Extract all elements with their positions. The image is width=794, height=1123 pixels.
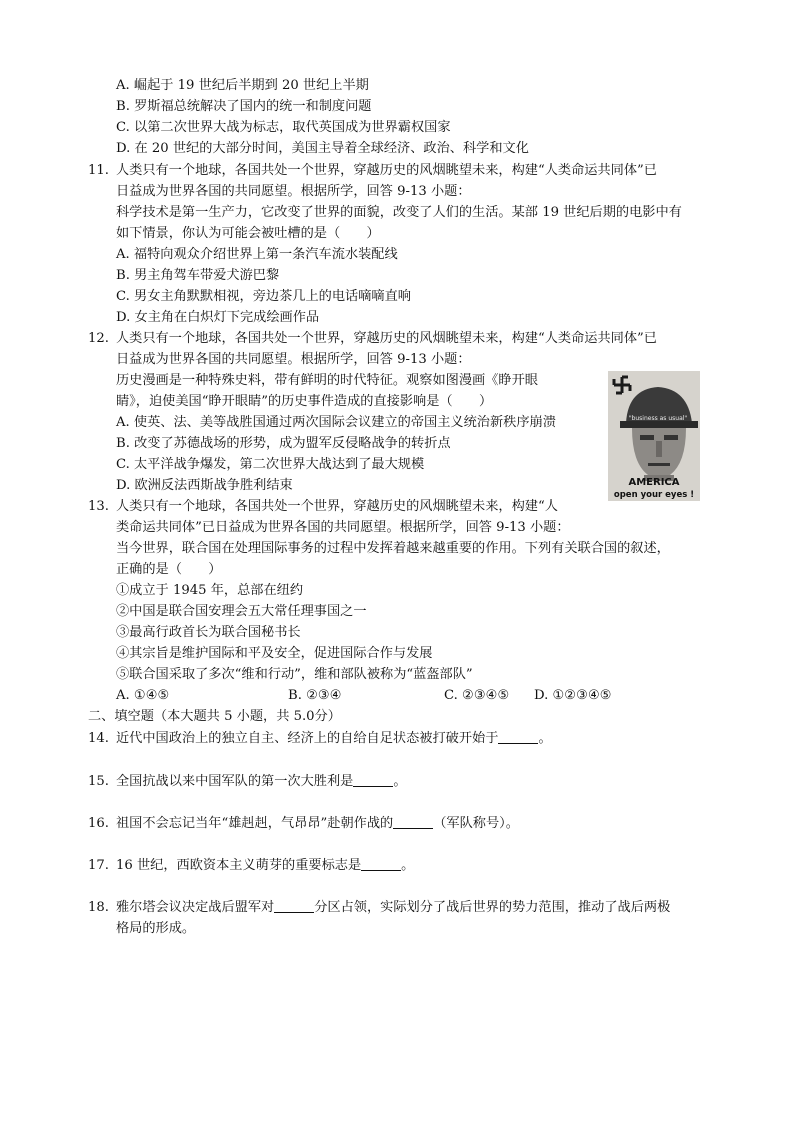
q16-number: 16.: [88, 816, 109, 831]
q12-option-b: B. 改变了苏德战场的形势，成为盟军反侵略战争的转折点: [116, 436, 451, 451]
q13-choice-d: D. ①②③④⑤: [534, 688, 612, 703]
q11-option-b: B. 男主角驾车带爱犬游巴黎: [116, 268, 280, 283]
q15-blank[interactable]: [353, 772, 393, 787]
section2-heading: 二、填空题（本大题共 5 小题，共 5.0分）: [88, 709, 341, 724]
cartoon-caption-line1: AMERICA: [628, 477, 680, 488]
q11-intro-line2: 如下情景，你认为可能会被吐槽的是（ ）: [116, 226, 380, 241]
q13-statement-3: ③最高行政首长为联合国秘书长: [116, 625, 301, 640]
q14-text: [116, 729, 552, 749]
q13-intro-line1: 当今世界，联合国在处理国际事务的过程中发挥着越来越重要的作用。下列有关联合国的叙述，: [116, 541, 670, 556]
q15-text-before: 全国抗战以来中国军队的第一次大胜利是: [116, 774, 354, 789]
q16-text-before: 祖国不会忘记当年“雄赳赳，气昂昂”赴朝作战的: [116, 816, 394, 831]
q11-intro-line1: 科学技术是第一生产力，它改变了世界的面貌，改变了人们的生活。某部 19 世纪后期的电影中有: [116, 205, 682, 220]
q17-text-before: 16 世纪，西欧资本主义萌芽的重要标志是: [116, 858, 362, 873]
q15-text-after: 。: [393, 774, 407, 789]
q10-option-d: D. 在 20 世纪的大部分时间，美国主导着全球经济、政治、科学和文化: [116, 141, 529, 156]
q17-text: [116, 856, 414, 876]
q11-option-a: A. 福特向观众介绍世界上第一条汽车流水装配线: [116, 247, 398, 262]
q17-text-after: 。: [401, 858, 415, 873]
q13-choice-a: A. ①④⑤: [116, 688, 170, 703]
cartoon-illustration: [608, 371, 700, 501]
q13-statement-2: ②中国是联合国安理会五大常任理事国之一: [116, 604, 367, 619]
q13-intro-line2: 正确的是（ ）: [116, 562, 222, 577]
q12-number: 12.: [88, 331, 109, 346]
q12-intro-line1: 历史漫画是一种特殊史料，带有鲜明的时代特征。观察如图漫画《睁开眼: [116, 373, 538, 388]
q12-stem-line2: 日益成为世界各国的共同愿望。根据所学，回答 9-13 小题：: [116, 352, 471, 367]
q14-blank[interactable]: [498, 729, 538, 744]
q16-text: [116, 814, 519, 834]
q12-option-a: A. 使英、法、美等战胜国通过两次国际会议建立的帝国主义统治新秩序崩溃: [116, 415, 556, 430]
q13-choice-c: C. ②③④⑤: [444, 688, 510, 703]
q10-option-a: A. 崛起于 19 世纪后半期到 20 世纪上半期: [116, 78, 369, 93]
q15-number: 15.: [88, 774, 109, 789]
q18-blank[interactable]: [274, 898, 314, 913]
q11-stem-line1: 人类只有一个地球，各国共处一个世界，穿越历史的风烟眺望未来，构建“人类命运共同体”已: [116, 163, 657, 178]
q12-option-c: C. 太平洋战争爆发，第二次世界大战达到了最大规模: [116, 457, 425, 472]
q14-number: 14.: [88, 731, 109, 746]
q17-blank[interactable]: [361, 856, 401, 871]
cartoon-caption-line2: open your eyes !: [613, 490, 695, 500]
q15-text: [116, 772, 407, 792]
q11-option-d: D. 女主角在白炽灯下完成绘画作品: [116, 310, 320, 325]
q14-text-after: 。: [538, 731, 552, 746]
q13-statement-1: ①成立于 1945 年，总部在纽约: [116, 583, 304, 598]
q10-option-b: B. 罗斯福总统解决了国内的统一和制度问题: [116, 99, 372, 114]
q17-number: 17.: [88, 858, 109, 873]
q13-number: 13.: [88, 499, 109, 514]
q16-blank[interactable]: [393, 814, 433, 829]
q18-number: 18.: [88, 900, 109, 915]
q12-option-d: D. 欧洲反法西斯战争胜利结束: [116, 478, 293, 493]
q13-choice-b: B. ②③④: [288, 688, 342, 703]
q13-statement-5: ⑤联合国采取了多次“维和行动”，维和部队被称为“蓝盔部队”: [116, 667, 473, 682]
q12-stem-line1: 人类只有一个地球，各国共处一个世界，穿越历史的风烟眺望未来，构建“人类命运共同体”已: [116, 331, 657, 346]
cartoon-hat-text: "business as usual": [628, 415, 688, 422]
q16-text-after: （军队称号）。: [433, 816, 519, 831]
q13-stem-line2: 类命运共同体”已日益成为世界各国的共同愿望。根据所学，回答 9-13 小题：: [116, 520, 570, 535]
q18-text-line2: 格局的形成。: [116, 921, 196, 936]
q12-intro-line2: 睛》，迫使美国“睁开眼睛”的历史事件造成的直接影响是（ ）: [116, 394, 493, 409]
q13-statement-4: ④其宗旨是维护国际和平及安全，促进国际合作与发展: [116, 646, 433, 661]
cartoon-open-your-eyes: [608, 371, 700, 501]
q10-option-c: C. 以第二次世界大战为标志，取代英国成为世界霸权国家: [116, 120, 451, 135]
q11-stem-line2: 日益成为世界各国的共同愿望。根据所学，回答 9-13 小题：: [116, 184, 471, 199]
q18-text: [116, 898, 670, 918]
q11-number: 11.: [88, 163, 109, 178]
q18-text-before: 雅尔塔会议决定战后盟军对: [116, 900, 275, 915]
q18-text-after: 分区占领，实际划分了战后世界的势力范围，推动了战后两极: [314, 900, 671, 915]
q11-option-c: C. 男女主角默默相视，旁边茶几上的电话嘀嘀直响: [116, 289, 411, 304]
q13-stem-line1: 人类只有一个地球，各国共处一个世界，穿越历史的风烟眺望未来，构建“人: [116, 499, 558, 514]
q14-text-before: 近代中国政治上的独立自主、经济上的自给自足状态被打破开始于: [116, 731, 499, 746]
